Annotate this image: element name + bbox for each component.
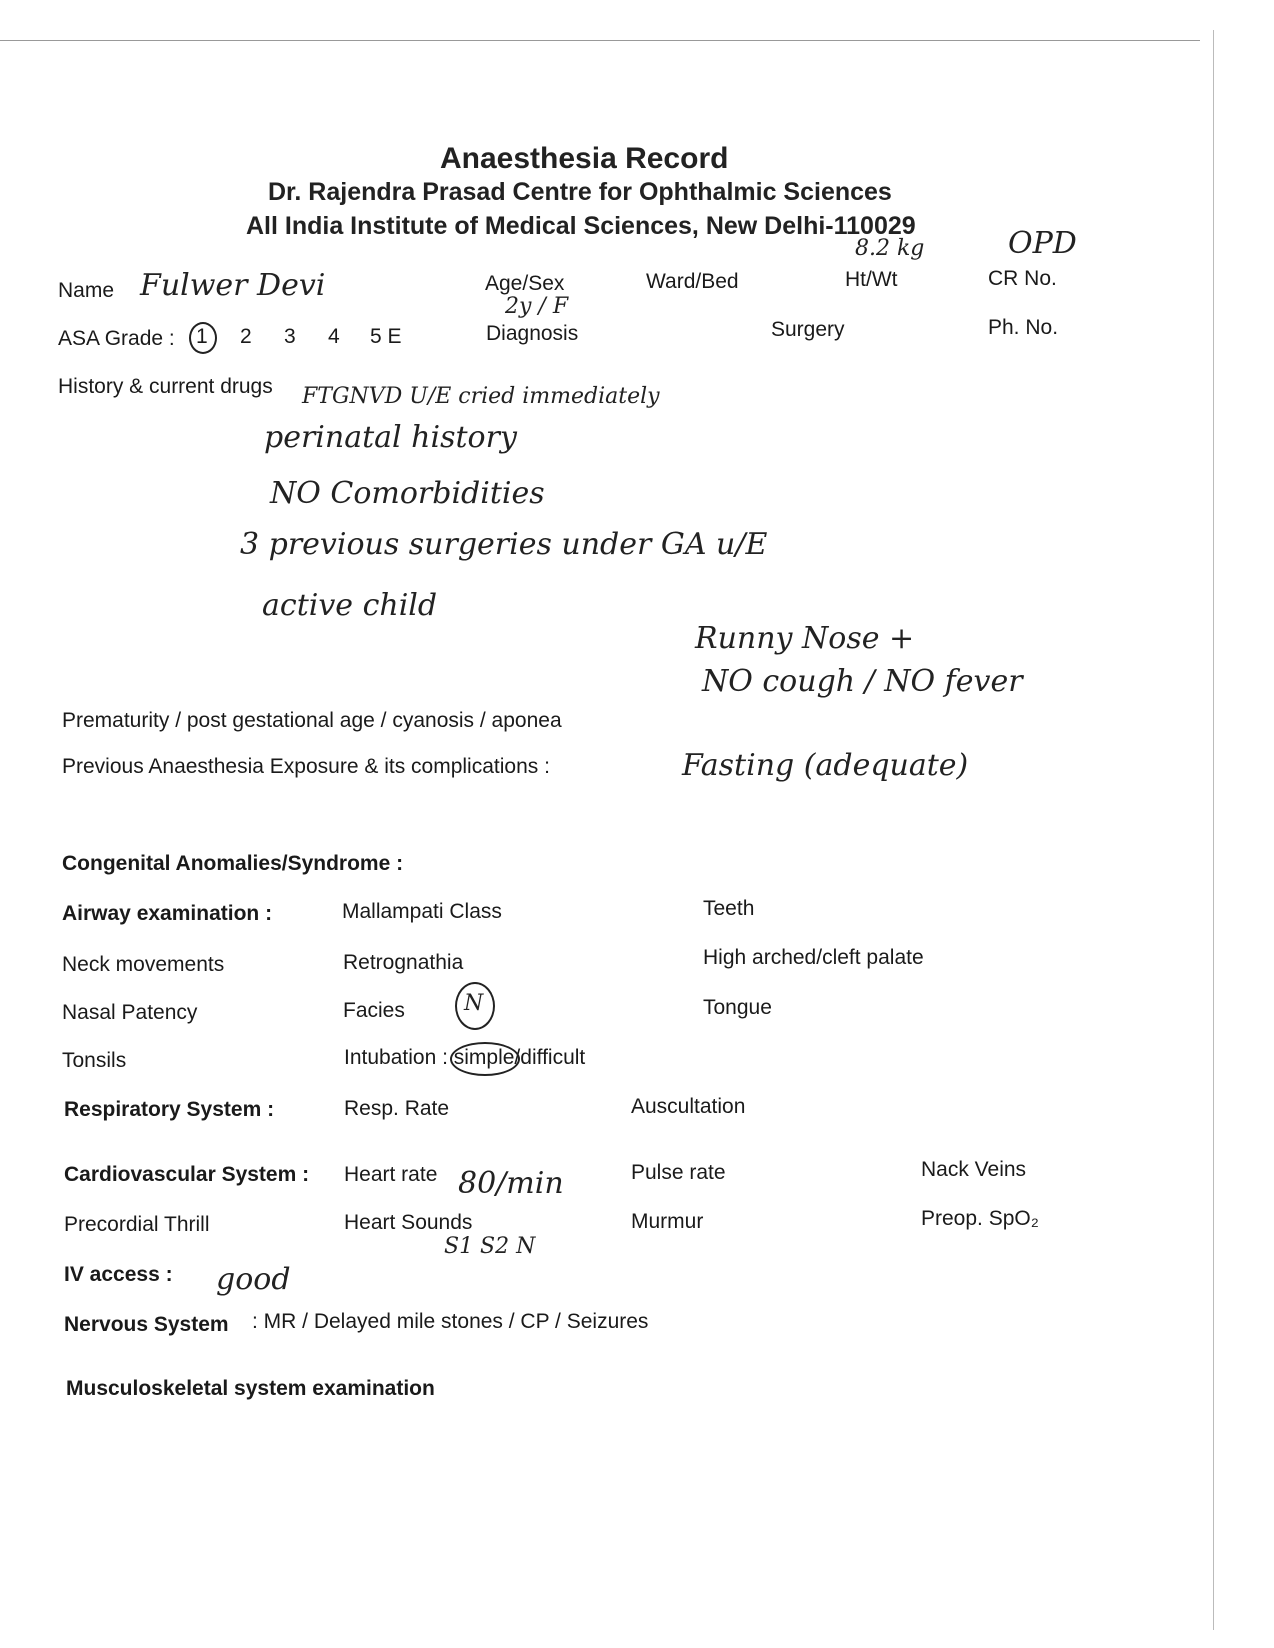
surgery-label: Surgery [771, 318, 845, 341]
nasal-patency-label: Nasal Patency [62, 1001, 198, 1024]
neck-veins-label: Nack Veins [921, 1158, 1027, 1181]
history-note-6: Runny Nose + [695, 621, 915, 656]
respiratory-label: Respiratory System : [64, 1098, 275, 1121]
retrognathia-label: Retrognathia [343, 951, 464, 974]
asa-grade-label: ASA Grade : [58, 327, 175, 350]
heart-sounds-label: Heart Sounds [344, 1211, 473, 1234]
prematurity-label: Prematurity / post gestational age / cyanosis / aponea [62, 709, 562, 732]
nervous-system-label: Nervous System [64, 1313, 229, 1336]
asa-grade-1: 1 [196, 325, 208, 348]
intubation-label: Intubation : simple/difficult [344, 1046, 586, 1069]
heart-rate-value: 80/min [458, 1166, 564, 1201]
auscultation-label: Auscultation [631, 1095, 746, 1118]
facies-value: N [464, 991, 484, 1016]
resp-rate-label: Resp. Rate [344, 1097, 450, 1120]
ht-wt-label: Ht/Wt [845, 268, 898, 291]
history-label: History & current drugs [58, 375, 273, 398]
institute-name: All India Institute of Medical Sciences, New Delhi-110029 [246, 212, 916, 240]
diagnosis-label: Diagnosis [486, 322, 579, 345]
history-note-7: NO cough / NO fever [702, 664, 1023, 699]
scan-edge-right [1213, 30, 1214, 1630]
neck-movements-label: Neck movements [62, 953, 225, 976]
cr-no-value: OPD [1008, 226, 1077, 261]
centre-name: Dr. Rajendra Prasad Centre for Ophthalmic Sciences [268, 178, 892, 206]
scan-edge-top [0, 40, 1200, 41]
congenital-label: Congenital Anomalies/Syndrome : [62, 852, 404, 875]
ht-wt-value: 8.2 kg [855, 236, 925, 261]
tongue-label: Tongue [703, 996, 772, 1019]
precordial-thrill-label: Precordial Thrill [64, 1213, 210, 1236]
heart-rate-label: Heart rate [344, 1163, 438, 1186]
intubation-simple-circle [450, 1042, 520, 1076]
asa-grade-5e: 5 E [370, 325, 402, 348]
prev-anaesthesia-label: Previous Anaesthesia Exposure & its complications : [62, 755, 550, 778]
iv-access-label: IV access : [64, 1263, 173, 1286]
murmur-label: Murmur [631, 1210, 704, 1233]
airway-label: Airway examination : [62, 902, 273, 925]
tonsils-label: Tonsils [62, 1049, 127, 1072]
pulse-rate-label: Pulse rate [631, 1161, 726, 1184]
mallampati-label: Mallampati Class [342, 900, 502, 923]
name-value: Fulwer Devi [140, 268, 326, 303]
name-label: Name [58, 279, 115, 302]
history-note-4: 3 previous surgeries under GA u/E [240, 527, 768, 562]
age-sex-value: 2y / F [505, 294, 569, 319]
asa-grade-2: 2 [240, 325, 252, 348]
history-note-2: perinatal history [264, 420, 517, 455]
ph-no-label: Ph. No. [988, 316, 1059, 339]
teeth-label: Teeth [703, 897, 755, 920]
palate-label: High arched/cleft palate [703, 946, 924, 969]
iv-access-value: good [216, 1262, 291, 1297]
asa-grade-3: 3 [284, 325, 296, 348]
cr-no-label: CR No. [988, 267, 1057, 290]
asa-grade-4: 4 [328, 325, 340, 348]
heart-sounds-value: S1 S2 N [444, 1234, 536, 1259]
facies-circle [455, 982, 495, 1030]
asa-grade-selected-circle [189, 322, 217, 354]
history-note-5: active child [262, 588, 438, 623]
musculoskeletal-label: Musculoskeletal system examination [66, 1377, 435, 1400]
form-title: Anaesthesia Record [440, 142, 729, 175]
age-sex-label: Age/Sex [485, 272, 565, 295]
ward-bed-label: Ward/Bed [646, 270, 739, 293]
preop-spo2-label: Preop. SpO₂ [921, 1207, 1039, 1230]
history-note-1: FTGNVD U/E cried immediately [302, 384, 660, 409]
nervous-system-options: : MR / Delayed mile stones / CP / Seizures [252, 1310, 649, 1333]
history-note-3: NO Comorbidities [270, 476, 545, 511]
cardiovascular-label: Cardiovascular System : [64, 1163, 310, 1186]
facies-label: Facies [343, 999, 405, 1022]
prev-anaesthesia-value: Fasting (adequate) [682, 748, 969, 783]
